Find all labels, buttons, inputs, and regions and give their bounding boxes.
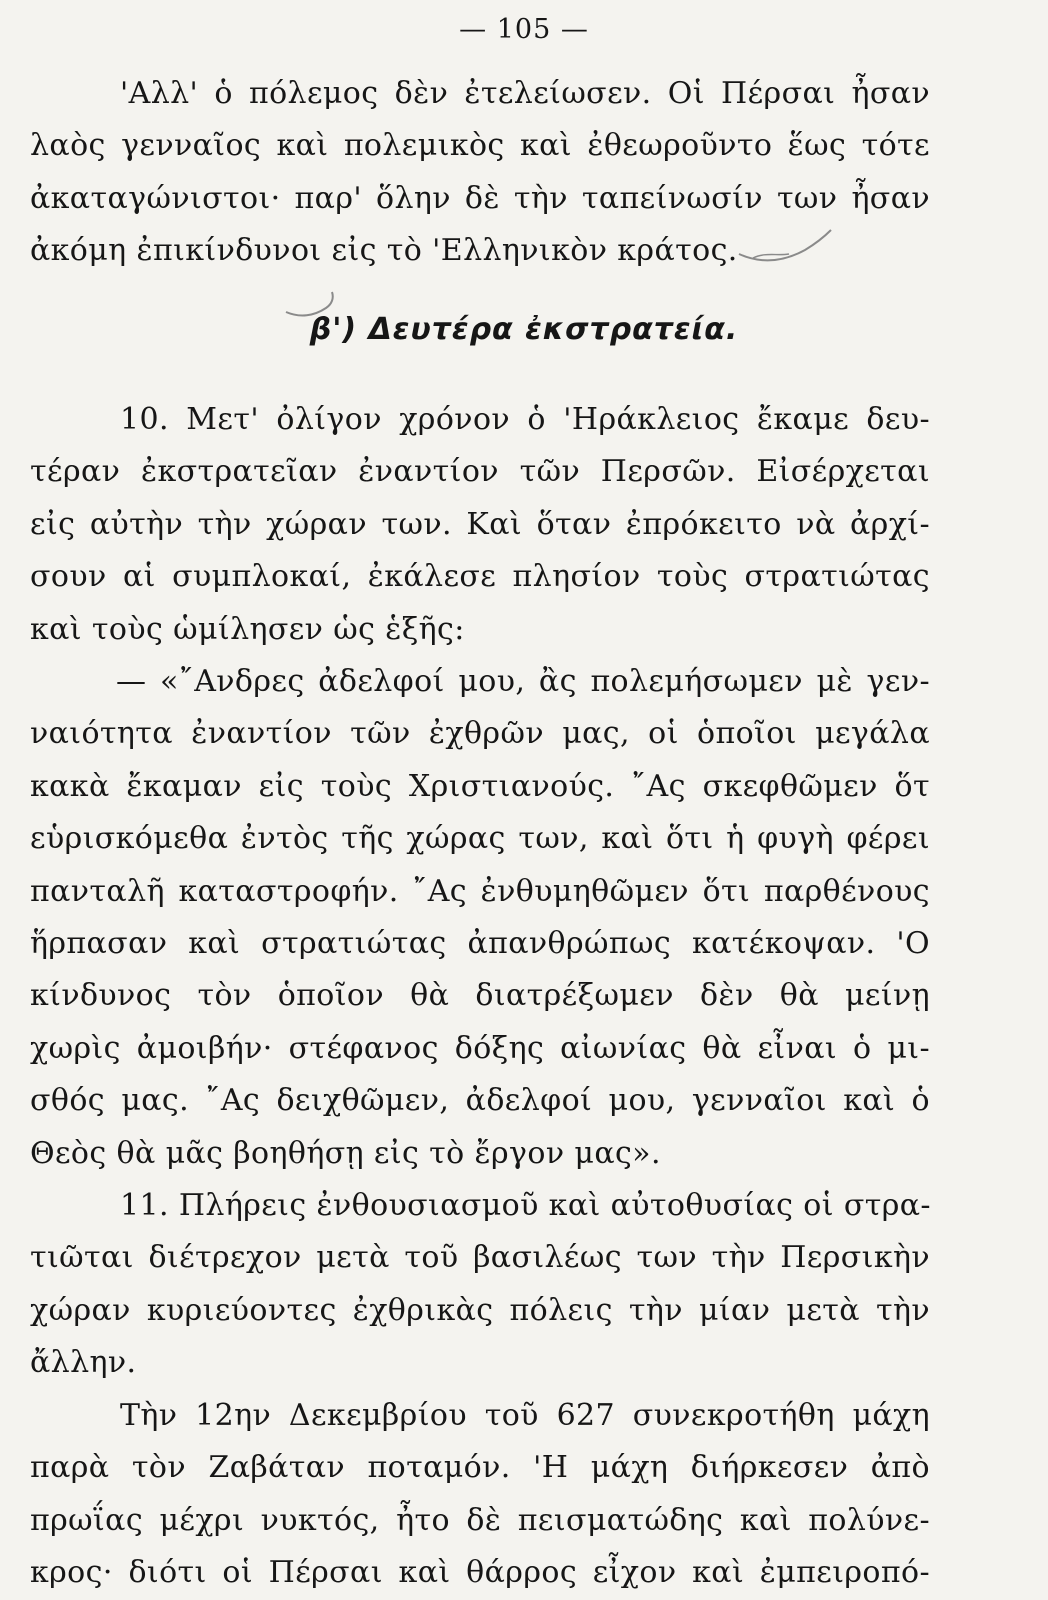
text-line: 10. Μετ' ὀλίγον χρόνον ὁ 'Ηράκλειος ἔκαμε δευ- [120, 402, 930, 437]
text-line: κακὰ ἔκαμαν εἰς τοὺς Χριστιανούς. ῎Ας σκεφθῶμεν ὅτ [30, 768, 930, 804]
heraclius-speech [30, 656, 930, 1180]
text-line: λαὸς γενναῖος καὶ πολεμικὸς καὶ ἐθεωροῦντο ἕως τότε [30, 128, 930, 164]
text-line: καὶ τοὺς ὡμίλησεν ὡς ἑξῆς: [30, 611, 465, 647]
text-line: 11. Πλήρεις ἐνθουσιασμοῦ καὶ αὐτοθυσίας οἱ στρα- [120, 1188, 931, 1223]
text-line: ἥρπασαν καὶ στρατιώτας ἀπανθρώπως κατέκοψαν. 'Ο [30, 925, 930, 961]
text-line: κρος· διότι οἱ Πέρσαι καὶ θάρρος εἶχον καὶ ἐμπειροπό- [30, 1555, 930, 1591]
text-line: τέραν ἐκστρατεῖαν ἐναντίον τῶν Περσῶν. Εἰσέρχεται [30, 454, 930, 490]
page-number: — 105 — [459, 14, 589, 45]
text-line: χώραν κυριεύοντες ἐχθρικὰς πόλεις τὴν μίαν μετὰ τὴν [30, 1292, 930, 1328]
text-line: ναιότητα ἐναντίον τῶν ἐχθρῶν μας, οἱ ὁποῖοι μεγάλα [30, 716, 930, 752]
paragraph-11 [30, 1180, 930, 1390]
text-line: κίνδυνος τὸν ὁποῖον θὰ διατρέξωμεν δὲν θὰ μείνῃ [30, 978, 930, 1014]
text-line: πανταλῆ καταστροφήν. ῎Ας ἐνθυμηθῶμεν ὅτι παρθένους [30, 873, 930, 909]
text-line: Θεὸς θὰ μᾶς βοηθήσῃ εἰς τὸ ἔργον μας». [30, 1135, 661, 1171]
text-line: εὑρισκόμεθα ἐντὸς τῆς χώρας των, καὶ ὅτι ἡ φυγὴ φέρει [30, 821, 930, 857]
text-line: — «῎Ανδρες ἀδελφοί μου, ἂς πολεμήσωμεν μὲ γεν- [116, 664, 930, 699]
text-line: ἀκαταγώνιστοι· παρ' ὅλην δὲ τὴν ταπείνωσίν των ἦσαν [30, 180, 930, 216]
text-line: 'Αλλ' ὁ πόλεμος δὲν ἐτελείωσεν. Οἱ Πέρσαι ἦσαν [120, 76, 930, 111]
section-heading: β') Δευτέρα ἐκστρατεία. [309, 312, 739, 347]
text-line: ἀκόμη ἐπικίνδυνοι εἰς τὸ 'Ελληνικὸν κράτος. [30, 233, 738, 269]
text-line: πρωΐας μέχρι νυκτός, ἦτο δὲ πεισματώδης καὶ πολύνε- [30, 1502, 930, 1538]
paragraph-10 [30, 394, 930, 656]
text-line: σθός μας. ῎Ας δειχθῶμεν, ἀδελφοί μου, γενναῖοι καὶ ὁ [30, 1083, 930, 1119]
text-line: Τὴν 12ην Δεκεμβρίου τοῦ 627 συνεκροτήθη μάχη [120, 1398, 930, 1433]
text-line: παρὰ τὸν Ζαβάταν ποταμόν. 'Η μάχη διήρκεσεν ἀπὸ [30, 1450, 930, 1486]
text-line: ἄλλην. [30, 1345, 137, 1381]
text-line: τιῶται διέτρεχον μετὰ τοῦ βασιλέως των τὴν Περσικὴν [30, 1240, 930, 1276]
text-line: σουν αἱ συμπλοκαί, ἐκάλεσε πλησίον τοὺς στρατιώτας [30, 559, 930, 595]
text-line: εἰς αὐτὴν τὴν χώραν των. Καὶ ὅταν ἐπρόκειτο νὰ ἀρχί- [30, 506, 930, 542]
battle-paragraph [30, 1390, 930, 1600]
text-line: χωρὶς ἀμοιβήν· στέφανος δόξης αἰωνίας θὰ εἶναι ὁ μι- [30, 1030, 930, 1066]
intro-paragraph [30, 68, 930, 278]
